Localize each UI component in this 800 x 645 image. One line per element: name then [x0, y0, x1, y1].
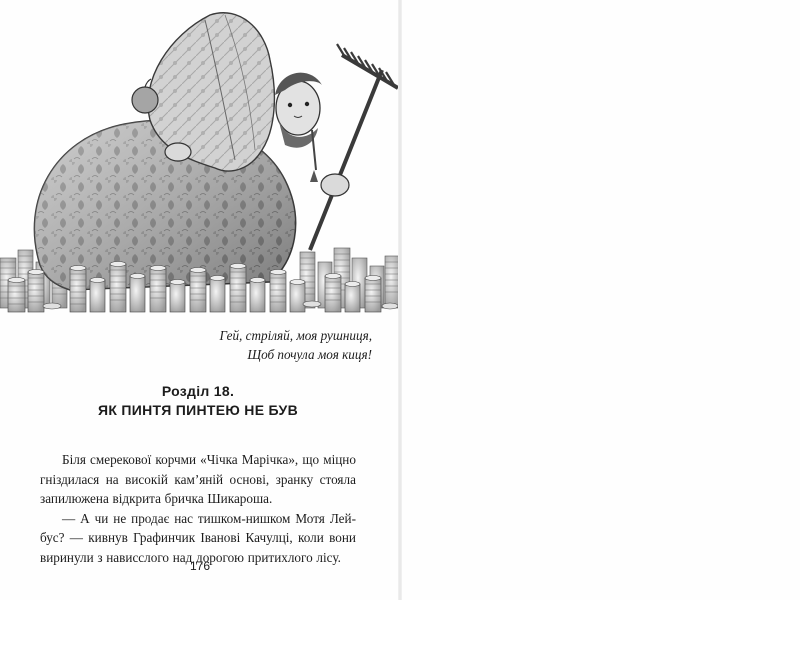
word: зранку: [275, 471, 314, 487]
word: притихлого: [247, 549, 313, 565]
word: кивнув: [88, 530, 128, 546]
engraving-illustration: [0, 0, 400, 315]
rake-icon: [310, 44, 398, 250]
word: кам’яній: [174, 471, 224, 487]
word: А: [80, 510, 90, 526]
word: тишком-нишком: [197, 510, 291, 526]
word: Мотя: [295, 510, 325, 526]
word: не: [113, 510, 127, 526]
word: Лей-: [329, 510, 356, 526]
text-line: [40, 470, 356, 490]
chapter-number: Розділ 18.: [161, 383, 235, 399]
word: —: [69, 530, 83, 546]
word: Івановi: [200, 530, 241, 546]
word: Графинчик: [133, 530, 196, 546]
word: —: [62, 510, 76, 526]
word: коли: [298, 530, 324, 546]
text-line: [40, 528, 356, 548]
word: основі,: [229, 471, 270, 487]
word: стояла: [319, 471, 356, 487]
word: корчми: [155, 452, 197, 467]
word: вони: [329, 530, 356, 546]
chapter-title: ЯК ПИНТЯ ПИНТЕЮ НЕ БУВ: [98, 402, 298, 418]
epigraph-line: Щоб почула моя киця!: [247, 347, 372, 362]
epigraph-line: Гей, стріляй, моя рушниця,: [219, 328, 372, 343]
right-page: [400, 0, 800, 600]
word: «Чічка: [200, 452, 238, 467]
word: дорогою: [196, 549, 245, 565]
word: міцно: [323, 452, 356, 467]
epigraph: [52, 326, 372, 364]
word: лісу.: [316, 549, 341, 565]
word: виринули: [40, 549, 94, 565]
left-page: [0, 0, 400, 600]
word: Біля: [62, 452, 86, 467]
page-number: 176: [190, 559, 211, 573]
word: нависслого: [106, 549, 169, 565]
word: смерекової: [90, 452, 152, 467]
text-line: [40, 509, 356, 529]
word: продає: [131, 510, 170, 526]
word: бричка: [164, 491, 204, 507]
word: над: [172, 549, 193, 565]
word: високій: [125, 471, 168, 487]
word: відкрита: [112, 491, 161, 507]
word: Качулці,: [245, 530, 293, 546]
word: бус?: [40, 530, 65, 546]
left-body-text: [40, 450, 356, 568]
word: що: [302, 452, 320, 467]
text-line: [40, 450, 356, 470]
word: гніздилася: [40, 471, 100, 487]
text-line: [40, 489, 356, 509]
word: запилюжена: [40, 491, 109, 507]
word: Марічка»,: [241, 452, 299, 467]
word: Шикароша.: [207, 491, 273, 507]
word: нас: [174, 510, 193, 526]
word: з: [97, 549, 103, 565]
man-head: [275, 73, 322, 182]
word: на: [105, 471, 119, 487]
word: чи: [94, 510, 109, 526]
